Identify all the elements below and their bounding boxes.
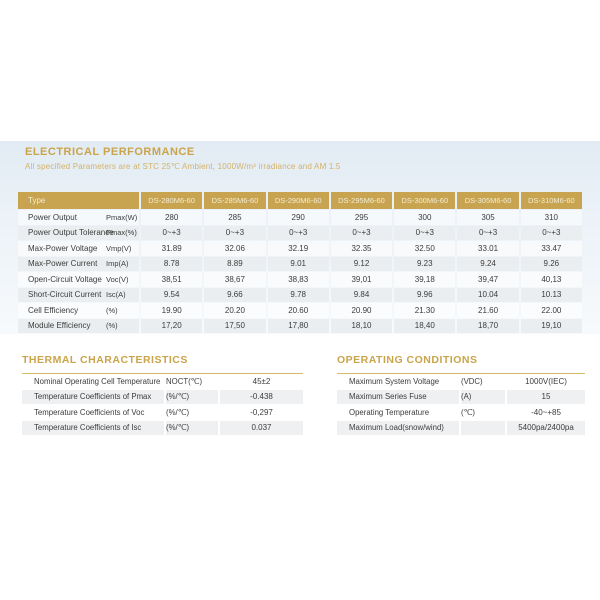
model-column-header: DS-290M6-60 <box>268 192 329 209</box>
thermal-row-unit: (%/℃) <box>166 407 190 417</box>
operating-row-unit: (A) <box>461 390 505 405</box>
param-unit: Isc(A) <box>106 290 126 300</box>
param-value-cell: 20.90 <box>331 303 392 318</box>
operating-row-name: Operating Temperature <box>349 407 430 417</box>
thermal-row-name: Temperature Coefficients of Voc <box>34 407 145 417</box>
thermal-row-name: Nominal Operating Cell Temperature <box>34 376 161 386</box>
param-name: Power Output Tolerance <box>28 228 114 238</box>
param-name: Max-Power Current <box>28 259 98 269</box>
param-value-cell: 295 <box>331 210 392 225</box>
operating-row-value: 5400pa/2400pa <box>507 421 585 436</box>
param-value-cell: 9.23 <box>394 257 455 272</box>
param-value-cell: 9.24 <box>457 257 518 272</box>
operating-row-value: 15 <box>507 390 585 405</box>
param-unit: Pmax(%) <box>106 228 137 238</box>
thermal-table <box>22 373 303 435</box>
param-value-cell: 290 <box>268 210 329 225</box>
param-value-cell: 310 <box>521 210 582 225</box>
operating-table <box>337 373 585 435</box>
param-name-cell <box>18 303 139 318</box>
model-column-header: DS-310M6-60 <box>521 192 582 209</box>
param-unit: (%) <box>106 305 118 315</box>
thermal-row-value: 45±2 <box>252 376 271 386</box>
operating-row-value: -40~+85 <box>531 407 561 417</box>
operating-row-unit: (℃) <box>461 407 475 417</box>
param-value-cell: 38,67 <box>204 272 265 287</box>
thermal-row-value: -0.438 <box>220 390 303 405</box>
model-column-header: DS-305M6-60 <box>457 192 518 209</box>
param-name-cell <box>18 241 139 256</box>
param-value-cell: 0~+3 <box>141 226 202 241</box>
thermal-characteristics-section <box>22 354 303 435</box>
thermal-row-value: -0,297 <box>250 407 273 417</box>
param-value-cell: 39,47 <box>457 272 518 287</box>
param-value-cell: 0~+3 <box>331 226 392 241</box>
param-name: Module Efficiency <box>28 321 91 331</box>
param-value-cell: 0~+3 <box>204 226 265 241</box>
model-column-header: DS-285M6-60 <box>204 192 265 209</box>
param-value-cell: 38,51 <box>141 272 202 287</box>
thermal-row-unit: (%/℃) <box>166 421 218 436</box>
type-column-header: Type <box>18 192 139 209</box>
param-value-cell: 9.26 <box>521 257 582 272</box>
param-value-cell: 17,20 <box>141 319 202 334</box>
param-value-cell: 17,80 <box>268 319 329 334</box>
param-name-cell <box>18 257 139 272</box>
param-value-cell: 33.01 <box>457 241 518 256</box>
param-value-cell: 32.50 <box>394 241 455 256</box>
param-value-cell: 300 <box>394 210 455 225</box>
param-name: Open-Circuit Voltage <box>28 274 102 284</box>
param-value-cell: 20.20 <box>204 303 265 318</box>
electrical-table <box>18 192 582 333</box>
param-value-cell: 21.60 <box>457 303 518 318</box>
param-value-cell: 8.78 <box>141 257 202 272</box>
param-value-cell: 32.35 <box>331 241 392 256</box>
param-value-cell: 39,01 <box>331 272 392 287</box>
operating-row-name: Maximum Series Fuse <box>337 390 459 405</box>
param-value-cell: 20.60 <box>268 303 329 318</box>
param-value-cell: 285 <box>204 210 265 225</box>
model-column-header: DS-280M6-60 <box>141 192 202 209</box>
param-name-cell <box>18 272 139 287</box>
param-value-cell: 18,10 <box>331 319 392 334</box>
model-column-header: DS-300M6-60 <box>394 192 455 209</box>
operating-row-value: 1000V(IEC) <box>525 376 567 386</box>
param-value-cell: 9.66 <box>204 288 265 303</box>
param-value-cell: 9.54 <box>141 288 202 303</box>
param-value-cell: 21.30 <box>394 303 455 318</box>
param-name-cell <box>18 210 139 225</box>
param-value-cell: 32.19 <box>268 241 329 256</box>
param-value-cell: 31.89 <box>141 241 202 256</box>
param-value-cell: 0~+3 <box>394 226 455 241</box>
param-name: Max-Power Voltage <box>28 243 98 253</box>
param-value-cell: 10.04 <box>457 288 518 303</box>
operating-row-name: Maximum System Voltage <box>349 376 440 386</box>
thermal-row-unit: NOCT(℃) <box>166 376 203 386</box>
param-value-cell: 38,83 <box>268 272 329 287</box>
param-value-cell: 9.96 <box>394 288 455 303</box>
operating-row-unit <box>461 421 505 436</box>
param-value-cell: 9.01 <box>268 257 329 272</box>
param-value-cell: 18,70 <box>457 319 518 334</box>
param-value-cell: 0~+3 <box>521 226 582 241</box>
model-column-header: DS-295M6-60 <box>331 192 392 209</box>
thermal-row-name: Temperature Coefficients of Isc <box>22 421 164 436</box>
param-value-cell: 33.47 <box>521 241 582 256</box>
param-unit: Voc(V) <box>106 274 129 284</box>
param-value-cell: 19.90 <box>141 303 202 318</box>
param-unit: Imp(A) <box>106 259 129 269</box>
param-name-cell <box>18 288 139 303</box>
param-value-cell: 18,40 <box>394 319 455 334</box>
electrical-performance-subtitle: All specified Parameters are at STC 25℃ Ambient, 1000W/m² irradiance and AM 1.5 <box>25 162 341 171</box>
param-value-cell: 19,10 <box>521 319 582 334</box>
param-value-cell: 0~+3 <box>268 226 329 241</box>
param-value-cell: 40,13 <box>521 272 582 287</box>
param-name: Short-Circuit Current <box>28 290 102 300</box>
param-value-cell: 39,18 <box>394 272 455 287</box>
operating-row-name: Maximum Load(snow/wind) <box>337 421 459 436</box>
param-unit: Vmp(V) <box>106 243 132 253</box>
param-value-cell: 17,50 <box>204 319 265 334</box>
param-name: Power Output <box>28 212 77 222</box>
param-value-cell: 8.89 <box>204 257 265 272</box>
operating-conditions-section <box>337 354 585 435</box>
param-unit: (%) <box>106 321 118 331</box>
thermal-row-value: 0.037 <box>220 421 303 436</box>
operating-row-unit: (VDC) <box>461 376 483 386</box>
param-value-cell: 305 <box>457 210 518 225</box>
thermal-row-unit: (%/℃) <box>166 390 218 405</box>
param-value-cell: 9.84 <box>331 288 392 303</box>
param-unit: Pmax(W) <box>106 212 138 222</box>
param-value-cell: 9.78 <box>268 288 329 303</box>
param-value-cell: 280 <box>141 210 202 225</box>
param-value-cell: 0~+3 <box>457 226 518 241</box>
param-value-cell: 22.00 <box>521 303 582 318</box>
param-name: Cell Efficiency <box>28 305 79 315</box>
operating-conditions-title: OPERATING CONDITIONS <box>337 354 478 366</box>
thermal-characteristics-title: THERMAL CHARACTERISTICS <box>22 354 188 366</box>
electrical-performance-section-header <box>25 146 341 171</box>
param-value-cell: 32.06 <box>204 241 265 256</box>
param-name-cell <box>18 319 139 334</box>
param-name-cell <box>18 226 139 241</box>
param-value-cell: 10.13 <box>521 288 582 303</box>
param-value-cell: 9.12 <box>331 257 392 272</box>
thermal-row-name: Temperature Coefficients of Pmax <box>22 390 164 405</box>
electrical-performance-title: ELECTRICAL PERFORMANCE <box>25 146 195 158</box>
